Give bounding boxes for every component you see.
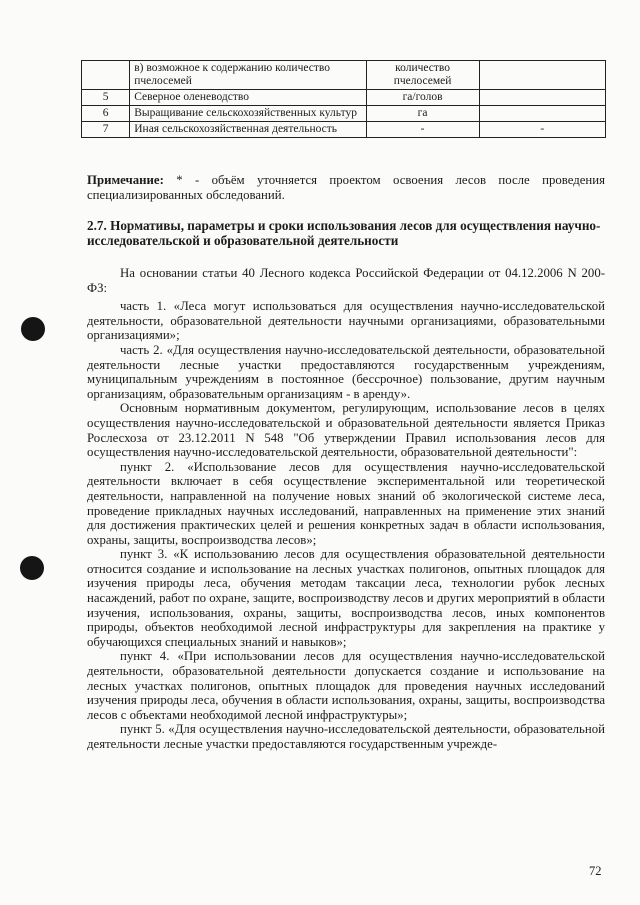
table-note xyxy=(87,173,605,202)
table-row xyxy=(82,90,606,106)
table-row xyxy=(82,106,606,122)
activity-name: в) возможное к содержанию количество пчелосемей xyxy=(130,61,366,90)
paragraph: пункт 5. «Для осуществления научно-исследовательской деятельности, образовательной деятельности лесные участки предоставляются государственным учрежде- xyxy=(87,722,605,751)
land-use-table xyxy=(81,60,606,138)
row-number: 7 xyxy=(82,122,130,138)
activity-name: Выращивание сельскохозяйственных культур xyxy=(130,106,366,122)
unit-cell: количество пчелосемей xyxy=(366,61,479,90)
value-cell xyxy=(479,90,605,106)
row-number xyxy=(82,61,130,90)
paragraph: пункт 4. «При использовании лесов для осуществления научно-исследовательской деятельности, образовательной деятельности допускается создание и использование на лесных участках полигонов, опытных площадок для проведения научных исследований изучения природы леса, обучения в области использования, охраны, защиты, воспроизводства лесов с объектами необходимой лесной инфраструктуры»; xyxy=(87,649,605,722)
punch-hole-bottom xyxy=(20,556,44,580)
page-number: 72 xyxy=(589,864,602,878)
paragraph: пункт 3. «К использованию лесов для осуществления образовательной деятельности относится создание и использование на лесных участках полигонов, опытных площадок для изучения природы леса, обучения методам таксации леса, технологии рубок лесных насаждений, работ по охране, защите, воспроизводству лесов и других мероприятий в области изучения, использования, охраны, защиты, воспроизводства лесов, иных компонентов природы, объектов необходимой лесной инфраструктуры для закрепления на практике у обучающихся специальных знаний и навыков»; xyxy=(87,547,605,649)
body-text xyxy=(87,266,605,752)
paragraph: часть 2. «Для осуществления научно-исследовательской деятельности, образовательной деятельности лесные участки предоставляются государственным учреждениям, муниципальным учреждениям в постоянное (бессрочное) пользование, другим научным организациям, образовательным организациям - в аренду». xyxy=(87,342,605,401)
table-row xyxy=(82,61,606,90)
value-cell xyxy=(479,61,605,90)
unit-cell: га xyxy=(366,106,479,122)
paragraph: часть 1. «Леса могут использоваться для осуществления научно-исследовательской деятельности, образовательной деятельности научными организациями, образовательными организациями»; xyxy=(87,299,605,343)
unit-cell: - xyxy=(366,122,479,138)
value-cell xyxy=(479,106,605,122)
row-number: 6 xyxy=(82,106,130,122)
paragraph: Основным нормативным документом, регулирующим, использование лесов в целях осуществления научно-исследовательской и образовательной деятельности является Приказ Рослесхоза от 23.12.2011 N 548 "Об утверждении Правил использования лесов для осуществления научно-исследовательской деятельности, образовательной деятельности": xyxy=(87,401,605,460)
value-cell: - xyxy=(479,122,605,138)
activity-name: Иная сельскохозяйственная деятельность xyxy=(130,122,366,138)
unit-cell: га/голов xyxy=(366,90,479,106)
paragraph: На основании статьи 40 Лесного кодекса Российской Федерации от 04.12.2006 N 200-ФЗ: xyxy=(87,266,605,295)
note-label: Примечание: xyxy=(87,173,164,187)
paragraph: пункт 2. «Использование лесов для осуществления научно-исследовательской деятельности включает в себя осуществление экспериментальной или теоретической деятельности, направленной на получение новых знаний об экологической системе леса, проведение прикладных научных исследований, направленных на применение этих знаний для достижения практических целей и решения конкретных задач в области использования, охраны, защиты, воспроизводства лесов»; xyxy=(87,459,605,547)
section-heading: 2.7. Нормативы, параметры и сроки использования лесов для осуществления научно-исследовательской и образовательной деятельности xyxy=(87,218,601,248)
activity-name: Северное оленеводство xyxy=(130,90,366,106)
table-row xyxy=(82,122,606,138)
punch-hole-top xyxy=(21,317,45,341)
row-number: 5 xyxy=(82,90,130,106)
note-text: * - объём уточняется проектом освоения лесов после проведения специализированных обследований. xyxy=(87,173,605,202)
